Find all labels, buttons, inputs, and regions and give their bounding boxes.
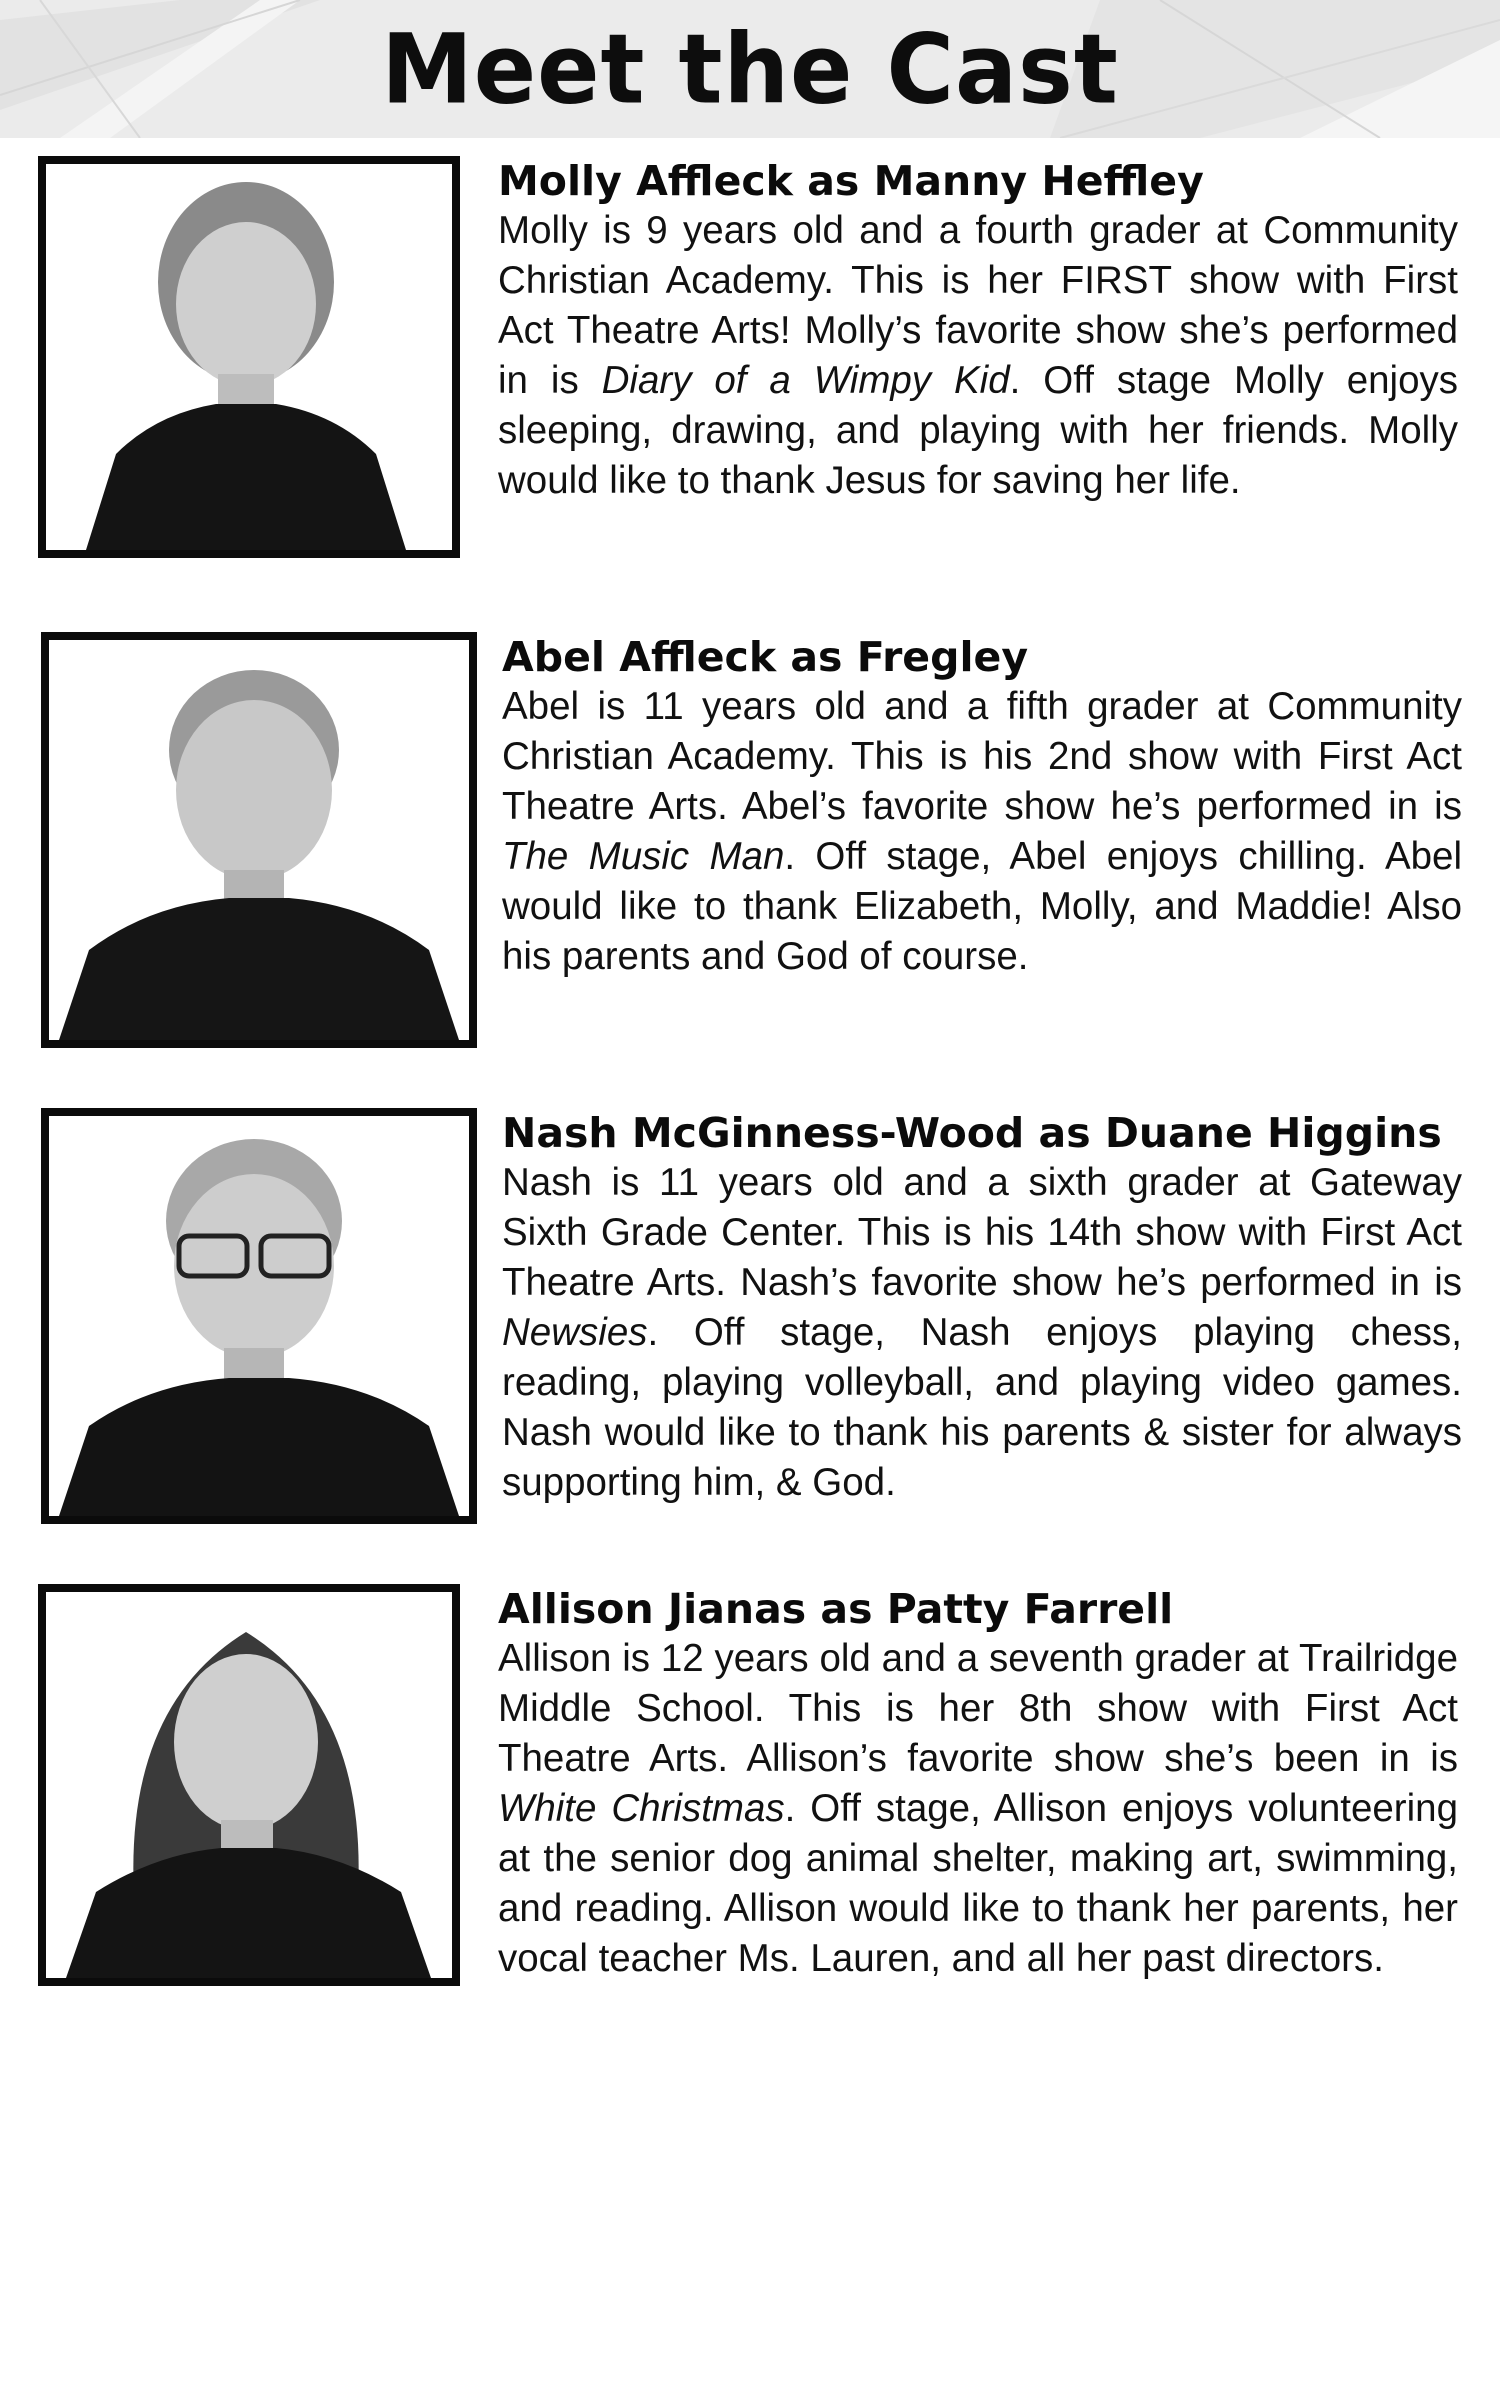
portrait-image	[49, 1116, 469, 1516]
cast-bio-block	[498, 1584, 1458, 1984]
cast-name: Nash McGinness-Wood as Duane Higgins	[502, 1109, 1442, 1157]
cast-bio-block	[502, 632, 1462, 982]
cast-name: Abel Affleck as Fregley	[502, 633, 1029, 681]
cast-photo	[38, 1584, 460, 1986]
cast-bio-block	[498, 156, 1458, 506]
header-banner	[0, 0, 1500, 138]
cast-entry	[0, 156, 1500, 576]
portrait-image	[46, 1592, 452, 1978]
show-title: The Music Man	[502, 835, 785, 878]
cast-photo	[38, 156, 460, 558]
cast-bio: Molly is 9 years old and a fourth grader at Community Christian Academy. This is her FIRST show with First Act Theatre Arts! Molly’s favorite show she’s performed in is Diary of a Wimpy Kid. Off stage Molly enjoys sleeping, drawing, and playing with her friends. Molly would like to thank Jesus for saving her life.	[498, 209, 1459, 502]
cast-photo	[41, 1108, 477, 1524]
page-title: Meet the Cast	[381, 12, 1119, 126]
cast-entry	[0, 1584, 1500, 2004]
cast-name: Allison Jianas as Patty Farrell	[498, 1585, 1174, 1633]
show-title: White Christmas	[498, 1787, 785, 1830]
cast-photo	[41, 632, 477, 1048]
cast-bio: Abel is 11 years old and a fifth grader at Community Christian Academy. This is his 2nd show with First Act Theatre Arts. Abel’s favorite show he’s performed in is The Music Man. Off stage, Abel enjoys chilling. Abel would like to thank Elizabeth, Molly, and Maddie! Also his parents and God of course.	[502, 685, 1462, 978]
portrait-image	[46, 164, 452, 550]
cast-bio-block	[502, 1108, 1462, 1508]
cast-bio: Nash is 11 years old and a sixth grader at Gateway Sixth Grade Center. This is his 14th show with First Act Theatre Arts. Nash’s favorite show he’s performed in is Newsies. Off stage, Nash enjoys playing chess, reading, playing volleyball, and playing video games. Nash would like to thank his parents & sister for always supporting him, & God.	[502, 1161, 1462, 1504]
show-title: Newsies	[502, 1311, 648, 1354]
cast-entry	[0, 632, 1500, 1052]
portrait-image	[49, 640, 469, 1040]
cast-bio: Allison is 12 years old and a seventh grader at Trailridge Middle School. This is her 8th show with First Act Theatre Arts. Allison’s favorite show she’s been in is White Christmas. Off stage, Allison enjoys volunteering at the senior dog animal shelter, making art, swimming, and reading. Allison would like to thank her parents, her vocal teacher Ms. Lauren, and all her past directors.	[498, 1637, 1458, 1980]
show-title: Diary of a Wimpy Kid	[601, 359, 1010, 402]
cast-name: Molly Affleck as Manny Heffley	[498, 157, 1204, 205]
cast-entry	[0, 1108, 1500, 1528]
